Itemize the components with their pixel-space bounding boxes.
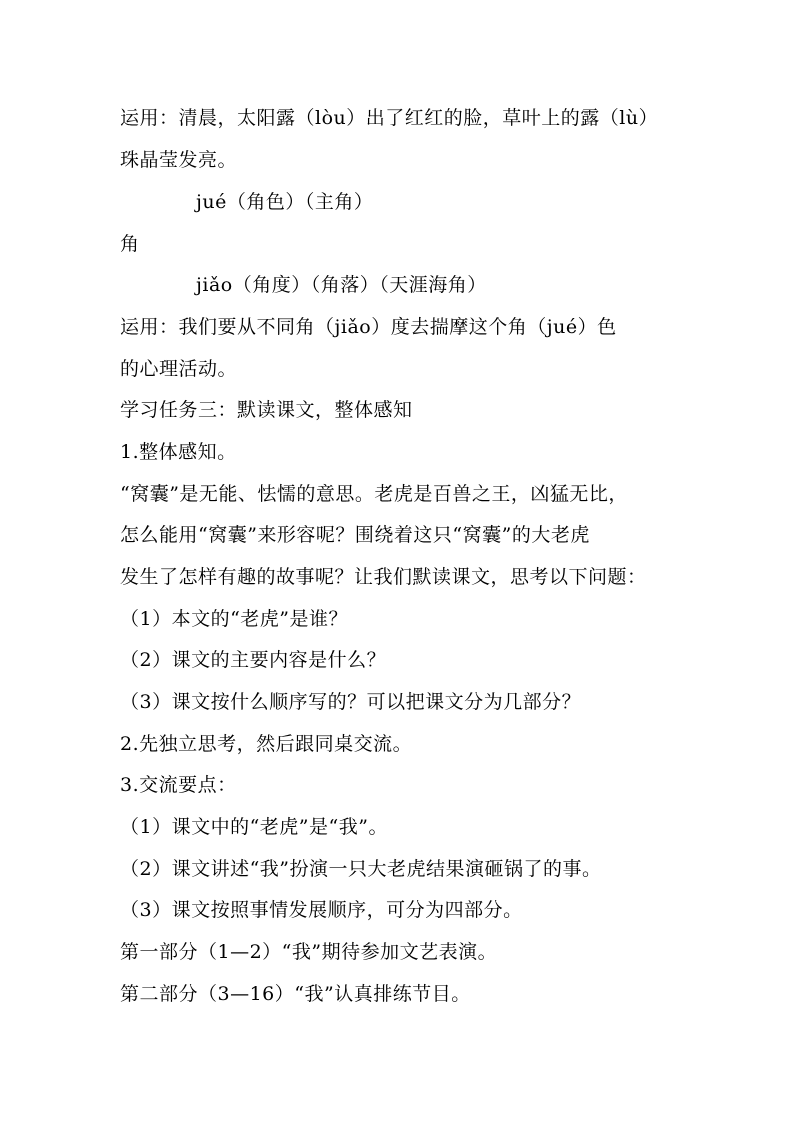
text-line-paragraph-3: 发生了怎样有趣的故事呢？让我们默读课文，思考以下问题： [120, 566, 647, 588]
text-line-step-2: 2.先独立思考，然后跟同桌交流。 [120, 733, 413, 755]
question-item-2: （2）课文的主要内容是什么？ [120, 649, 387, 671]
answer-item-3: （3）课文按照事情发展顺序，可分为四部分。 [120, 899, 523, 921]
section-part-1: 第一部分（1—2）“我”期待参加文艺表演。 [120, 941, 498, 963]
text-line-jiao-char: 角 [120, 233, 140, 255]
text-line-paragraph-1: “窝囊”是无能、怯懦的意思。老虎是百兽之王，凶猛无比， [120, 483, 628, 505]
section-part-2: 第二部分（3—16）“我”认真排练节目。 [120, 983, 471, 1005]
answer-item-1: （1）课文中的“老虎”是“我”。 [120, 816, 388, 838]
text-line-usage-jiao-cont: 的心理活动。 [120, 358, 238, 380]
text-line-paragraph-2: 怎么能用“窝囊”来形容呢？围绕着这只“窝囊”的大老虎 [120, 524, 590, 546]
question-item-3: （3）课文按什么顺序写的？可以把课文分为几部分？ [120, 691, 582, 713]
text-line-step-1: 1.整体感知。 [120, 441, 237, 463]
answer-item-2: （2）课文讲述“我”扮演一只大老虎结果演砸锅了的事。 [120, 858, 602, 880]
text-line-usage-jiao: 运用：我们要从不同角（jiǎo）度去揣摩这个角（jué）色 [120, 316, 617, 338]
text-line-jiao-words: jiǎo（角度）（角落）（天涯海角） [196, 274, 487, 296]
section-heading-task-three: 学习任务三：默读课文，整体感知 [120, 399, 413, 421]
text-line-usage-lu-cont: 珠晶莹发亮。 [120, 149, 238, 171]
text-line-jue-words: jué（角色）（主角） [196, 191, 374, 213]
text-line-step-3: 3.交流要点： [120, 774, 237, 796]
text-line-usage-lu: 运用：清晨，太阳露（lòu）出了红红的脸，草叶上的露（lù） [120, 107, 659, 129]
question-item-1: （1）本文的“老虎”是谁？ [120, 608, 349, 630]
